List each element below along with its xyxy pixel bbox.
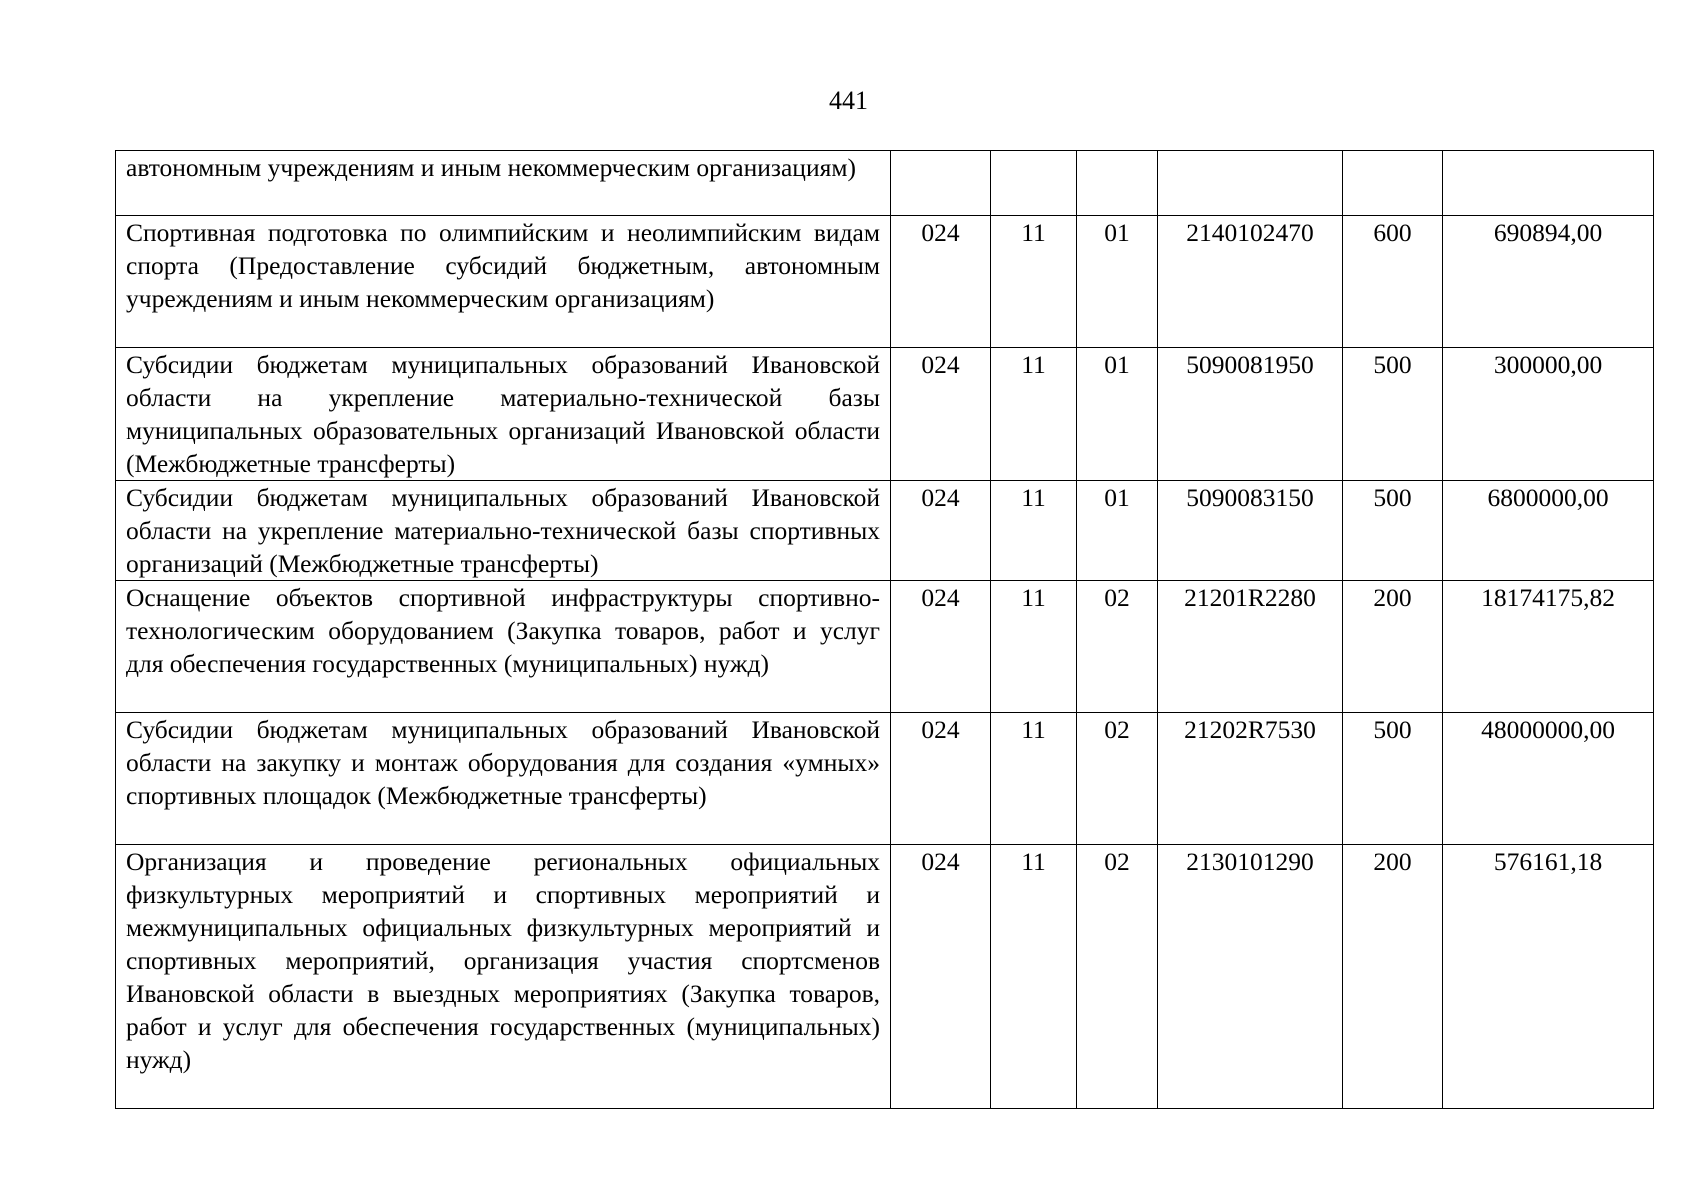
target-item-code: 21201R2280	[1158, 581, 1343, 713]
ministry-code: 024	[891, 481, 991, 581]
table-row	[116, 713, 1654, 845]
expense-description: Оснащение объектов спортивной инфраструктуры спортивно-технологическим оборудованием (Закупка товаров, работ и услуг для обеспечения государственных (муниципальных) нужд)	[116, 581, 891, 713]
table-row	[116, 348, 1654, 481]
table-row	[116, 216, 1654, 348]
subsection-code: 01	[1077, 348, 1158, 481]
amount	[1443, 151, 1654, 216]
amount: 690894,00	[1443, 216, 1654, 348]
expense-type-code: 200	[1343, 845, 1443, 1109]
expense-type-code: 500	[1343, 481, 1443, 581]
expense-description: Субсидии бюджетам муниципальных образований Ивановской области на закупку и монтаж оборудования для создания «умных» спортивных площадок (Межбюджетные трансферты)	[116, 713, 891, 845]
page-number: 441	[829, 86, 868, 115]
section-code: 11	[991, 216, 1077, 348]
expense-description: автономным учреждениям и иным некоммерческим организациям)	[116, 151, 891, 216]
subsection-code: 01	[1077, 216, 1158, 348]
expense-description: Организация и проведение региональных официальных физкультурных мероприятий и спортивных мероприятий и межмуниципальных официальных физкультурных мероприятий и спортивных мероприятий, организация участия спортсменов Ивановской области в выездных мероприятиях (Закупка товаров, работ и услуг для обеспечения государственных (муниципальных) нужд)	[116, 845, 891, 1109]
ministry-code: 024	[891, 845, 991, 1109]
amount: 300000,00	[1443, 348, 1654, 481]
subsection-code: 02	[1077, 713, 1158, 845]
expense-type-code: 500	[1343, 348, 1443, 481]
section-code: 11	[991, 348, 1077, 481]
expense-type-code: 600	[1343, 216, 1443, 348]
target-item-code: 5090081950	[1158, 348, 1343, 481]
section-code: 11	[991, 581, 1077, 713]
amount: 48000000,00	[1443, 713, 1654, 845]
expense-type-code	[1343, 151, 1443, 216]
ministry-code: 024	[891, 216, 991, 348]
expense-description: Спортивная подготовка по олимпийским и неолимпийским видам спорта (Предоставление субсидий бюджетным, автономным учреждениям и иным некоммерческим организациям)	[116, 216, 891, 348]
amount: 6800000,00	[1443, 481, 1654, 581]
expense-type-code: 500	[1343, 713, 1443, 845]
table-row	[116, 481, 1654, 581]
ministry-code: 024	[891, 581, 991, 713]
target-item-code: 2130101290	[1158, 845, 1343, 1109]
section-code: 11	[991, 845, 1077, 1109]
target-item-code: 5090083150	[1158, 481, 1343, 581]
budget-table	[115, 150, 1654, 1109]
table-row	[116, 581, 1654, 713]
amount: 576161,18	[1443, 845, 1654, 1109]
ministry-code	[891, 151, 991, 216]
table-row	[116, 151, 1654, 216]
target-item-code	[1158, 151, 1343, 216]
subsection-code: 01	[1077, 481, 1158, 581]
subsection-code	[1077, 151, 1158, 216]
expense-type-code: 200	[1343, 581, 1443, 713]
subsection-code: 02	[1077, 845, 1158, 1109]
section-code	[991, 151, 1077, 216]
target-item-code: 21202R7530	[1158, 713, 1343, 845]
ministry-code: 024	[891, 713, 991, 845]
section-code: 11	[991, 713, 1077, 845]
amount: 18174175,82	[1443, 581, 1654, 713]
target-item-code: 2140102470	[1158, 216, 1343, 348]
table-row	[116, 845, 1654, 1109]
expense-description: Субсидии бюджетам муниципальных образований Ивановской области на укрепление материально-технической базы спортивных организаций (Межбюджетные трансферты)	[116, 481, 891, 581]
subsection-code: 02	[1077, 581, 1158, 713]
expense-description: Субсидии бюджетам муниципальных образований Ивановской области на укрепление материально-технической базы муниципальных образовательных организаций Ивановской области (Межбюджетные трансферты)	[116, 348, 891, 481]
section-code: 11	[991, 481, 1077, 581]
ministry-code: 024	[891, 348, 991, 481]
